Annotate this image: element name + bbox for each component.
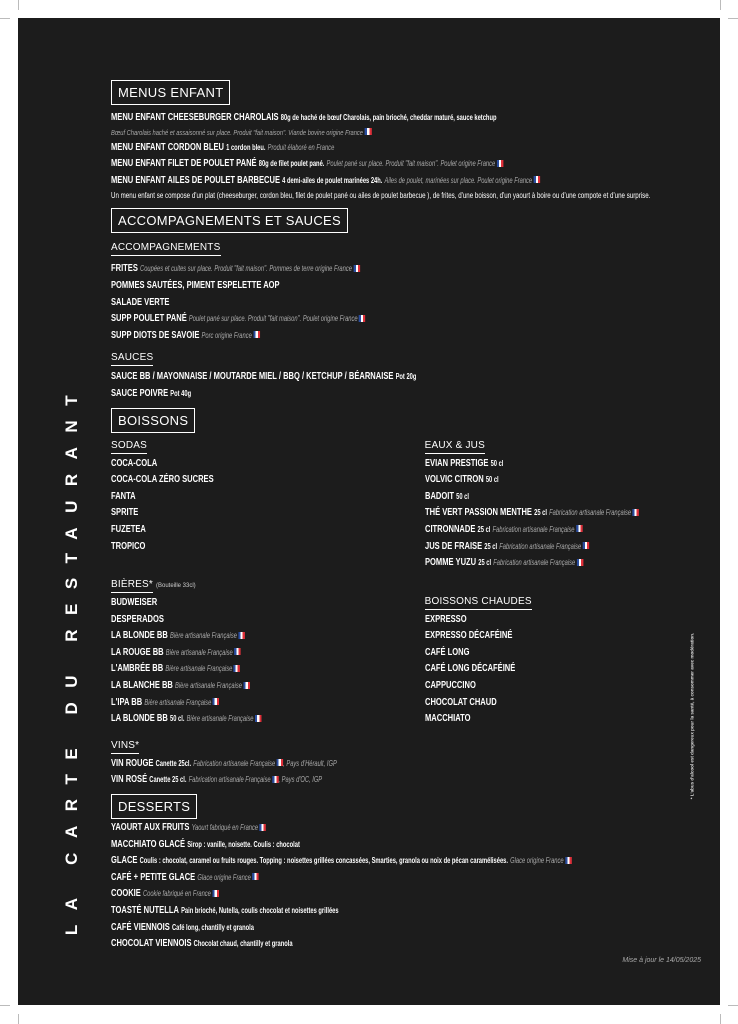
vertical-title: LA CARTE DU RESTAURANT [62, 380, 81, 936]
item-name: CAFÉ + PETITE GLACE [111, 870, 196, 883]
menu-item [111, 327, 536, 344]
section-title: BOISSONS [111, 408, 195, 433]
item-list [425, 611, 722, 727]
france-flag-icon [353, 265, 359, 272]
menu-item [111, 172, 536, 189]
menu-item [425, 538, 639, 555]
section-accompagnements-sauces [111, 208, 701, 401]
item-note: Bière artisanale Française [165, 664, 233, 674]
item-note: Poulet pané sur place. Produit "fait maison". Poulet origine France [188, 314, 358, 324]
menu-item [111, 294, 536, 311]
menu-item [111, 836, 536, 853]
item-detail: Pot 20g [395, 372, 417, 382]
item-detail: Chocolat chaud, chantilly et granola [193, 939, 293, 949]
menu-item [111, 488, 337, 505]
item-name: SUPP POULET PANÉ [111, 312, 187, 325]
subsection-title: SAUCES [111, 351, 153, 366]
france-flag-icon [582, 542, 588, 549]
subsection-title: SODAS [111, 439, 147, 454]
menu-item [425, 471, 639, 488]
item-list [111, 368, 701, 401]
menu-item [111, 594, 337, 611]
item-name: CHOCOLAT CHAUD [424, 695, 497, 708]
france-flag-icon [252, 873, 258, 880]
menu-item [111, 277, 536, 294]
item-detail: 80g de filet poulet pané. [258, 159, 325, 169]
france-flag-icon [212, 890, 218, 897]
menu-item [111, 869, 536, 886]
item-name: EXPRESSO [424, 612, 467, 625]
menu-item [111, 852, 564, 869]
menu-item [425, 455, 639, 472]
menu-item [111, 710, 337, 727]
item-detail: Coulis : chocolat, caramel ou fruits rouges. Topping : noisettes grillées concassées, Smarties, granola ou noix de pécan caramélisées. [139, 856, 508, 866]
menu-enfant-summary: Un menu enfant se compose d'un plat (cheeseburger, cordon bleu, filet de poulet pané ou ailes de poulet barbecue ), de frites, d'une boisson, d'un yaourt à boire ou d'une compote et d'une surprise. [111, 190, 651, 201]
item-name: THÉ VERT PASSION MENTHE [424, 506, 532, 519]
item-name: L'AMBRÉE BB [111, 662, 164, 675]
item-name: VOLVIC CITRON [424, 473, 484, 486]
item-name: CAFÉ VIENNOIS [111, 920, 170, 933]
item-note: Bière artisanale Française [170, 631, 237, 641]
section-title: DESSERTS [111, 794, 197, 819]
item-note: Bière artisanale Française [165, 647, 233, 657]
item-detail: 80g de haché de bœuf Charolais, pain brioché, cheddar maturé, sauce ketchup [280, 113, 497, 122]
item-note: Glace origine France [510, 856, 564, 866]
item-name: MENU ENFANT CORDON BLEU [111, 140, 224, 153]
crop-mark [728, 1005, 738, 1006]
france-flag-icon [359, 315, 365, 322]
item-name: POMMES SAUTÉES, PIMENT ESPELETTE AOP [111, 278, 280, 291]
item-name: MACCHIATO [424, 712, 471, 725]
item-origin: , Pays d'OC, IGP [278, 775, 323, 785]
item-detail: Sirop : vanille, noisette. Coulis : chocolat [187, 839, 300, 849]
menu-item [111, 694, 337, 711]
subsection-title: BOISSONS CHAUDES [425, 595, 532, 610]
menu-item [111, 919, 536, 936]
crop-mark [0, 18, 10, 19]
menu-item [111, 902, 536, 919]
item-detail: 50 cl [490, 458, 504, 468]
item-note: Porc origine France [201, 330, 252, 340]
item-note: Glace origine France [197, 872, 251, 882]
item-note: Ailes de poulet, marinées sur place. Poulet origine France [384, 175, 533, 185]
item-note: Bière artisanale Française [186, 714, 254, 724]
item-name: POMME YUZU [424, 556, 476, 569]
france-flag-icon [213, 698, 219, 705]
item-detail: Canette 25cl. [155, 758, 192, 768]
menu-item [111, 109, 536, 126]
france-flag-icon [253, 331, 259, 338]
france-flag-icon [576, 559, 582, 566]
item-name: CITRONNADE [424, 522, 475, 535]
alcohol-warning: * L'abus d'alcool est dangereux pour la santé, à consommer avec modération. [689, 632, 695, 800]
menu-item [111, 677, 337, 694]
item-list [425, 455, 722, 571]
item-name: CAFÉ LONG [424, 645, 470, 658]
crop-mark [0, 1005, 10, 1006]
item-name: L'IPA BB [111, 695, 143, 708]
menu-item [111, 771, 337, 788]
item-name: JUS DE FRAISE [424, 539, 482, 552]
item-note: Coupées et cuites sur place. Produit "fait maison". Pommes de terre origine France [140, 264, 352, 274]
item-detail: 1 cordon bleu. [226, 142, 266, 152]
item-detail: 4 demi-ailes de poulet marinées 24h. [282, 175, 383, 185]
france-flag-icon [238, 632, 244, 639]
item-name: EVIAN PRESTIGE [424, 456, 489, 469]
menu-item [111, 455, 337, 472]
item-detail: 50 cl [455, 491, 469, 501]
item-detail: 50 cl. [170, 714, 185, 724]
item-name: COOKIE [111, 887, 141, 900]
crop-mark [720, 0, 721, 10]
menu-item [111, 155, 536, 172]
menu-item [111, 935, 536, 952]
item-note: Fabrication artisanale Française [492, 524, 575, 534]
france-flag-icon [576, 525, 582, 532]
item-name: COCA-COLA ZÉRO SUCRES [111, 473, 214, 486]
france-flag-icon [243, 682, 249, 689]
item-list [111, 594, 425, 727]
menu-item [425, 677, 639, 694]
section-boissons [111, 408, 701, 789]
item-name: MACCHIATO GLACÉ [111, 837, 186, 850]
item-name: FRITES [111, 262, 138, 275]
item-name: EXPRESSO DÉCAFÉINÉ [424, 629, 512, 642]
item-name: BUDWEISER [111, 596, 158, 609]
menu-item [111, 660, 337, 677]
france-flag-icon [234, 648, 240, 655]
item-note: Bière artisanale Française [175, 681, 242, 691]
subsection-title: VINS* [111, 739, 139, 754]
crop-mark [728, 18, 738, 19]
item-name: COCA-COLA [111, 456, 158, 469]
menu-item [111, 260, 536, 277]
item-list [111, 819, 701, 952]
item-name: SAUCE POIVRE [111, 386, 169, 399]
update-date: Mise à jour le 14/05/2025 [622, 957, 701, 964]
bieres-format: (Bouteille 33cl) [155, 583, 196, 590]
item-detail: Café long, chantilly et granola [171, 922, 254, 932]
item-note: Fabrication artisanale Française [498, 541, 581, 551]
item-name: SPRITE [111, 506, 139, 519]
item-name: FUZETEA [111, 522, 146, 535]
item-note: Yaourt fabriqué en France [191, 823, 259, 833]
menu-item [111, 310, 536, 327]
item-note: Bière artisanale Française [144, 697, 212, 707]
item-list [111, 755, 425, 788]
france-flag-icon [565, 857, 571, 864]
item-note: Cookie fabriqué en France [142, 889, 211, 899]
item-detail: Pain brioché, Nutella, coulis chocolat et noisettes grillées [181, 906, 339, 915]
item-detail: Pot 40g [170, 388, 192, 398]
item-name: DESPERADOS [111, 612, 164, 625]
item-name: BADOIT [424, 489, 454, 502]
menu-item [425, 627, 639, 644]
menu-item [425, 710, 639, 727]
item-note: Fabrication artisanale Française [193, 758, 276, 768]
france-flag-icon [260, 824, 266, 831]
item-list [111, 260, 701, 343]
section-menus-enfant [111, 80, 701, 202]
crop-mark [18, 0, 19, 10]
item-name: SAUCE BB / MAYONNAISE / MOUTARDE MIEL / BBQ / KETCHUP / BÉARNAISE [111, 370, 394, 383]
menu-item [425, 694, 639, 711]
menu-item [111, 504, 337, 521]
menu-item [425, 521, 639, 538]
menu-item [111, 471, 337, 488]
item-note: Fabrication artisanale Française [548, 508, 631, 518]
menu-item [111, 538, 337, 555]
item-name: CAPPUCCINO [424, 679, 476, 692]
item-note: Fabrication artisanale Française [492, 558, 575, 568]
item-name: FANTA [111, 489, 136, 502]
item-name: MENU ENFANT CHEESEBURGER CHAROLAIS [111, 111, 279, 123]
menu-item [111, 644, 337, 661]
france-flag-icon [365, 128, 372, 135]
subsection-title: ACCOMPAGNEMENTS [111, 241, 221, 256]
item-name: VIN ROSÉ [111, 773, 148, 786]
item-name: TROPICO [111, 539, 146, 552]
france-flag-icon [534, 176, 540, 183]
section-desserts [111, 794, 701, 952]
item-detail: 25 cl [483, 541, 497, 551]
menu-item [111, 885, 536, 902]
item-name: LA ROUGE BB [111, 645, 164, 658]
france-flag-icon [632, 509, 638, 516]
menu-item [111, 819, 536, 836]
item-origin: , Pays d'Hérault, IGP [283, 758, 337, 768]
item-detail: Canette 25 cl. [149, 775, 187, 785]
item-name: VIN ROUGE [111, 756, 154, 769]
menu-item [425, 554, 639, 571]
item-detail: 25 cl [533, 508, 547, 518]
menu-item [425, 488, 639, 505]
item-detail: 50 cl [485, 475, 499, 485]
menu-content [111, 80, 701, 952]
item-name: TOASTÉ NUTELLA [111, 904, 179, 916]
item-detail: 25 cl [477, 524, 490, 534]
menu-item [111, 368, 536, 385]
item-note: Bœuf Charolais haché et assaisonné sur place. Produit "fait maison". Viande bovine origine France [111, 126, 583, 139]
item-name: LA BLANCHE BB [111, 679, 173, 692]
item-name: YAOURT AUX FRUITS [111, 821, 190, 834]
france-flag-icon [234, 665, 240, 672]
menu-item [111, 385, 536, 402]
menu-item [425, 504, 639, 521]
menu-item [111, 521, 337, 538]
item-name: SALADE VERTE [111, 295, 170, 308]
section-title: MENUS ENFANT [111, 80, 230, 105]
item-note: Poulet pané sur place. Produit "fait maison". Poulet origine France [326, 159, 496, 169]
crop-mark [720, 1014, 721, 1024]
menu-item [111, 755, 337, 772]
crop-mark [18, 1014, 19, 1024]
item-name: MENU ENFANT FILET DE POULET PANÉ [111, 157, 257, 170]
item-name: CAFÉ LONG DÉCAFÉINÉ [424, 662, 515, 675]
item-name: LA BLONDE BB [111, 712, 168, 725]
section-title: ACCOMPAGNEMENTS ET SAUCES [111, 208, 348, 233]
item-list [111, 109, 701, 188]
item-list [111, 455, 425, 555]
subsection-title: BIÈRES* [111, 578, 153, 593]
menu-item [425, 611, 639, 628]
france-flag-icon [497, 160, 503, 167]
item-name: MENU ENFANT AILES DE POULET BARBECUE [111, 173, 280, 186]
subsection-title: EAUX & JUS [425, 439, 485, 454]
france-flag-icon [255, 715, 261, 722]
menu-item [425, 660, 639, 677]
menu-item [111, 627, 337, 644]
item-name: SUPP DIOTS DE SAVOIE [111, 328, 200, 341]
item-name: LA BLONDE BB [111, 629, 168, 642]
menu-item [425, 644, 639, 661]
item-note: Produit élaboré en France [267, 142, 335, 152]
menu-item [111, 611, 337, 628]
item-name: GLACE [111, 854, 138, 867]
item-detail: 25 cl [477, 558, 491, 568]
item-note: Fabrication artisanale Française [188, 775, 271, 785]
menu-item [111, 139, 536, 156]
item-name: CHOCOLAT VIENNOIS [111, 937, 192, 950]
